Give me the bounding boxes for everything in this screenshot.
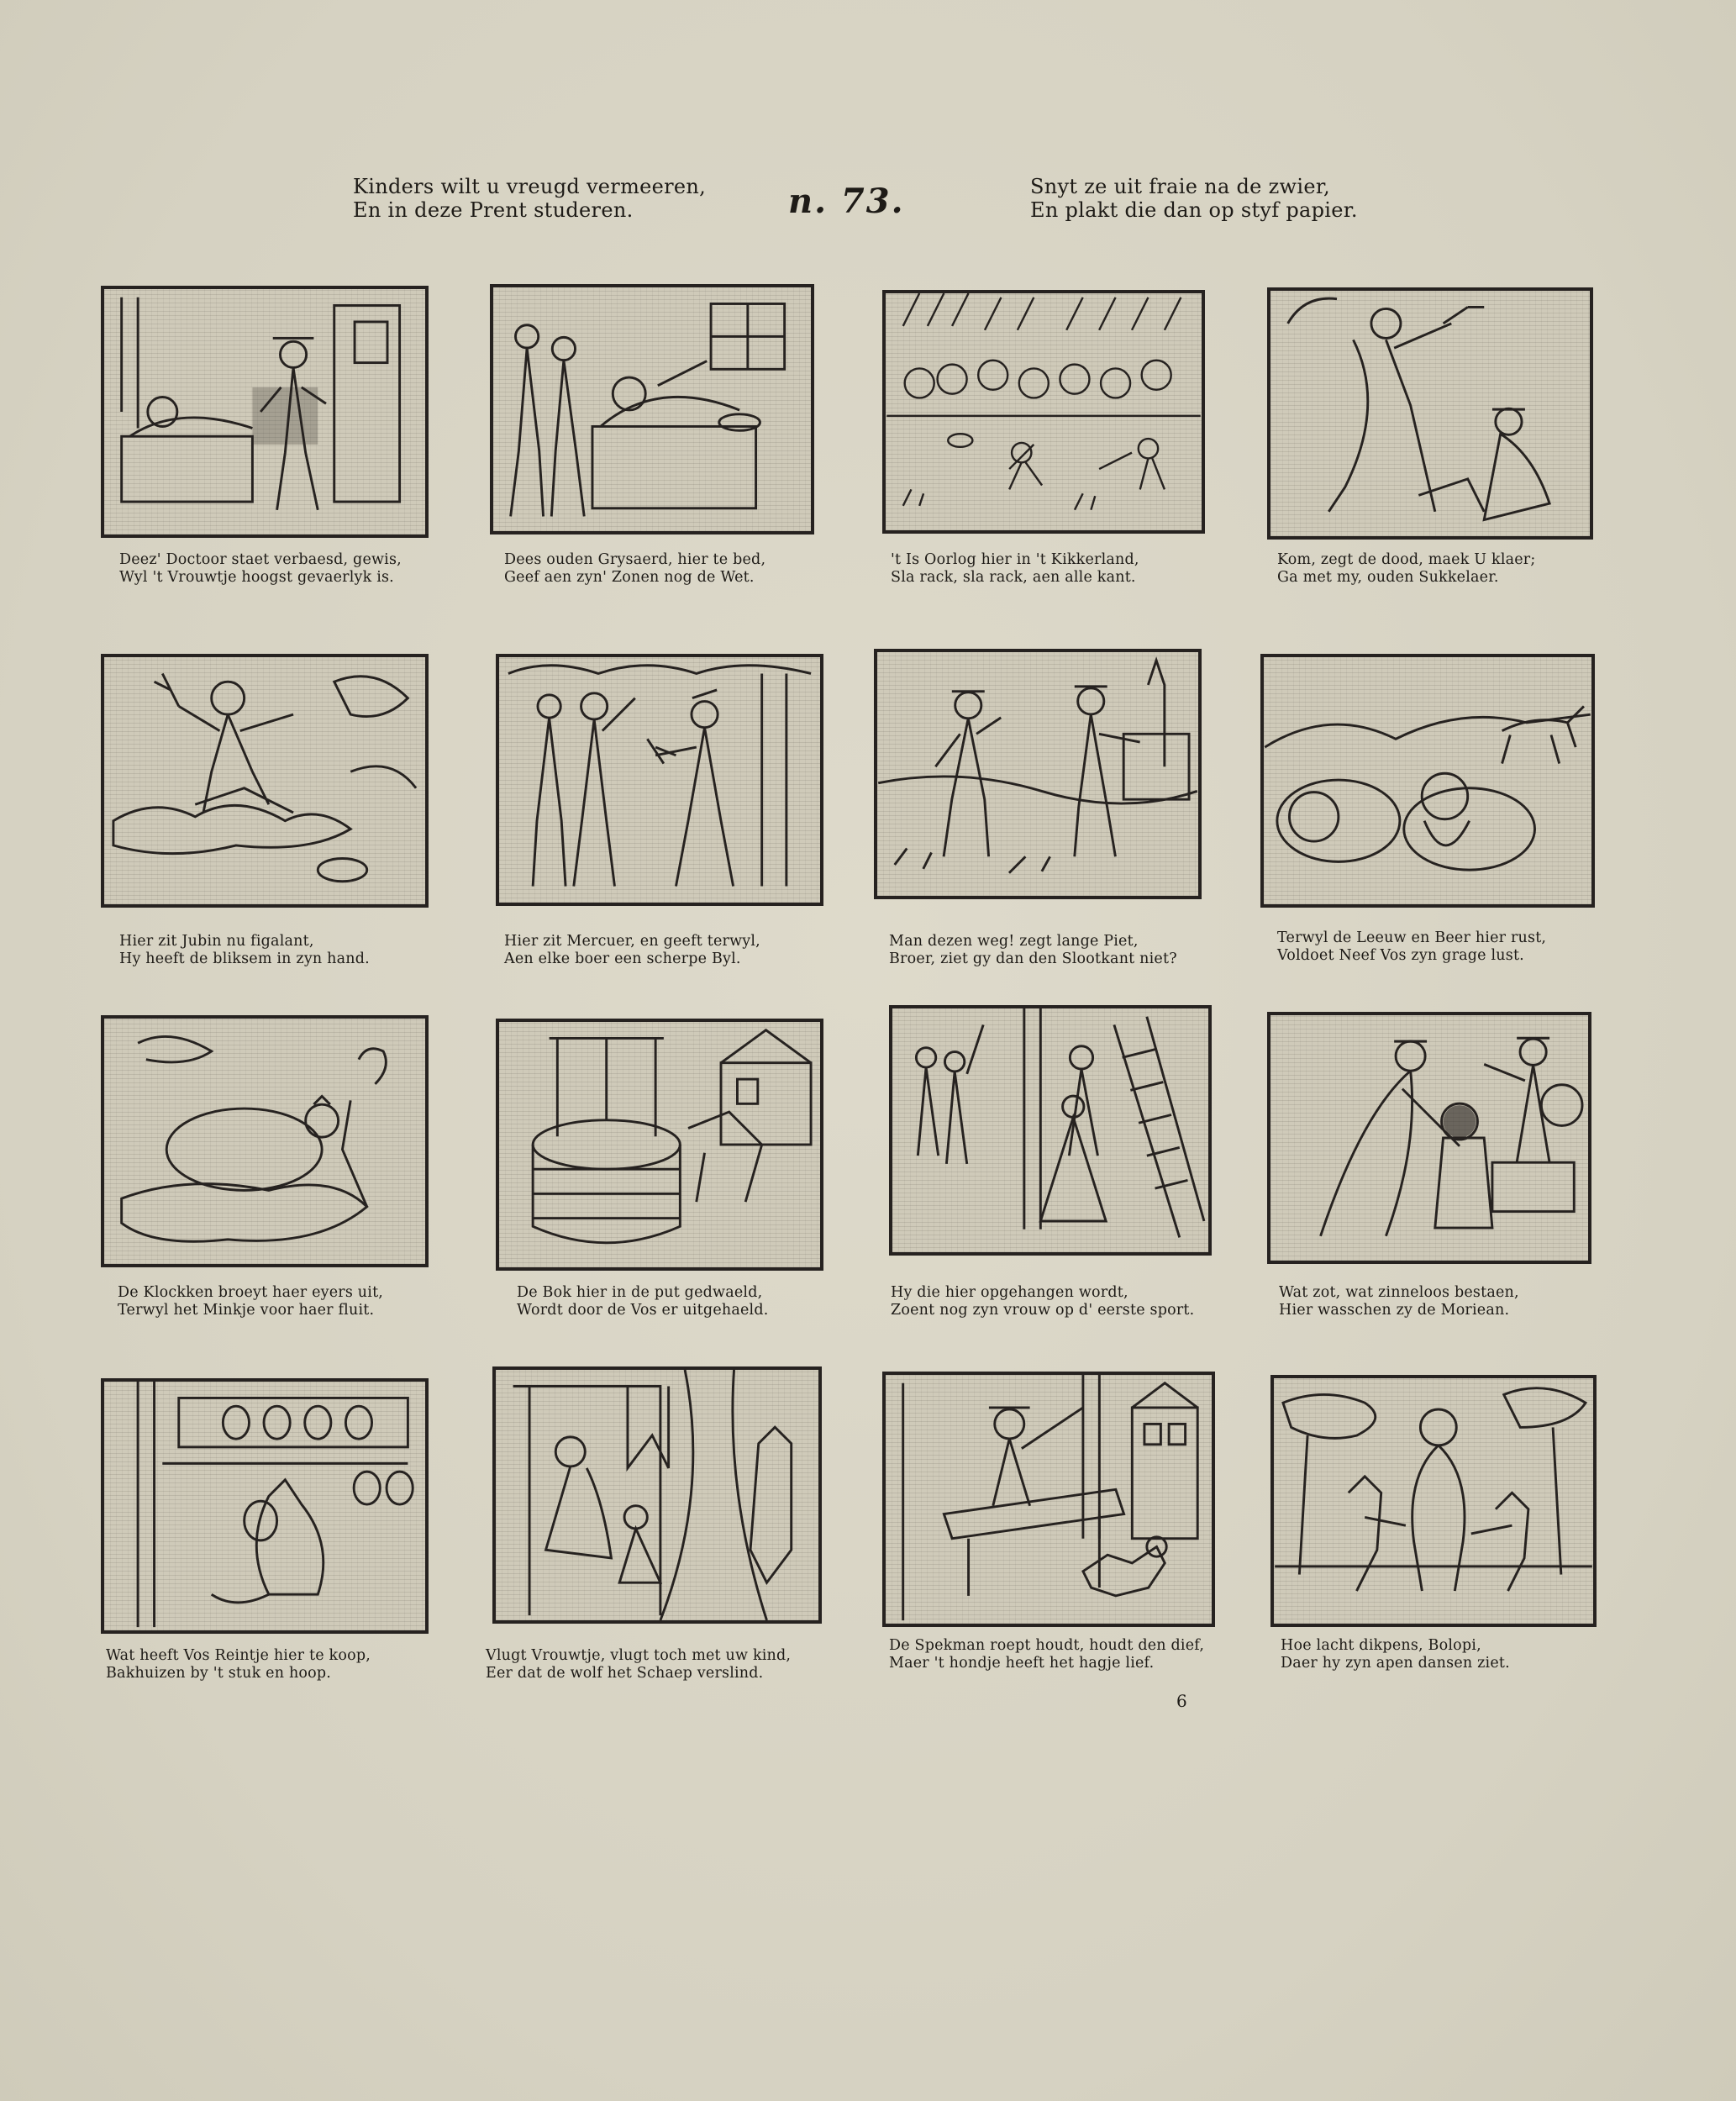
caption-wolf-woman [486,1647,791,1682]
caption-dancing-monkeys-line-1: Hoe lacht dikpens, Bolopi, [1281,1637,1481,1654]
woodcut-dancing-monkeys-drawing [1274,1378,1593,1624]
woodcut-death [1267,287,1593,540]
caption-lion-bear-fox-line-2: Voldoet Neef Vos zyn grage lust. [1277,947,1524,964]
woodcut-lion-bear-fox [1260,654,1595,908]
caption-washing-moor-line-2: Hier wasschen zy de Moriean. [1279,1302,1510,1319]
caption-old-man [504,551,765,587]
woodcut-lange-piet-drawing [877,652,1198,896]
caption-mercury [504,933,760,968]
woodcut-bacon-man [882,1372,1215,1627]
woodcut-old-man-in-bed-drawing [493,287,811,531]
woodcut-fox-bakery [101,1378,429,1634]
caption-mercury-line-2: Aen elke boer een scherpe Byl. [504,950,741,967]
caption-bacon-man [889,1637,1204,1672]
header-left-line-1: Kinders wilt u vreugd vermeeren, [353,175,707,198]
woodcut-washing-moor [1267,1012,1591,1264]
caption-death-line-2: Ga met my, ouden Sukkelaer. [1277,569,1499,586]
sheet-number: n. 73. [788,182,905,221]
woodcut-bacon-man-drawing [886,1375,1212,1624]
caption-fox-bakery-line-1: Wat heeft Vos Reintje hier te koop, [106,1647,371,1664]
caption-hen-line-1: De Klockken broeyt haer eyers uit, [118,1284,384,1301]
caption-frog-war [891,551,1139,587]
woodcut-mercury [496,654,823,906]
woodcut-hanging [889,1005,1212,1256]
caption-jupiter-line-1: Hier zit Jubin nu figalant, [119,933,314,950]
woodcut-washing-moor-drawing [1270,1015,1588,1261]
caption-old-man-line-2: Geef aen zyn' Zonen nog de Wet. [504,569,755,586]
woodcut-jupiter [101,654,429,908]
header-left-line-2: En in deze Prent studeren. [353,198,634,222]
woodcut-lion-bear-fox-drawing [1264,657,1591,904]
woodcut-frog-war [882,290,1205,534]
caption-dancing-monkeys-line-2: Daer hy zyn apen dansen ziet. [1281,1655,1510,1672]
caption-wolf-woman-line-1: Vlugt Vrouwtje, vlugt toch met uw kind, [486,1647,792,1664]
caption-dancing-monkeys [1281,1637,1510,1672]
caption-lange-piet-line-1: Man dezen weg! zegt lange Piet, [889,933,1139,950]
caption-fox-bakery [106,1647,371,1682]
caption-death-line-1: Kom, zegt de dood, maek U klaer; [1277,551,1536,568]
caption-goat-well-line-2: Wordt door de Vos er uitgehaeld. [517,1302,769,1319]
woodcut-frog-war-drawing [886,293,1202,530]
caption-death [1277,551,1535,587]
caption-hanging-line-2: Zoent nog zyn vrouw op d' eerste sport. [891,1302,1195,1319]
caption-jupiter [119,933,370,968]
caption-washing-moor [1279,1284,1519,1319]
caption-bacon-man-line-2: Maer 't hondje heeft het hagje lief. [889,1655,1155,1672]
caption-hen [118,1284,383,1319]
woodcut-fox-bakery-drawing [104,1382,425,1630]
page-number: 6 [1176,1691,1187,1711]
header-right-line-2: En plakt die dan op styf papier. [1030,198,1358,222]
caption-lion-bear-fox [1277,929,1546,965]
caption-old-man-line-1: Dees ouden Grysaerd, hier te bed, [504,551,766,568]
woodcut-goat-well-drawing [499,1022,820,1267]
woodcut-dancing-monkeys [1270,1375,1597,1627]
woodcut-doctor [101,286,429,538]
woodcut-doctor-drawing [104,289,425,534]
header-right-verse [1030,175,1358,222]
caption-doctor-line-2: Wyl 't Vrouwtje hoogst gevaerlyk is. [119,569,394,586]
caption-lion-bear-fox-line-1: Terwyl de Leeuw en Beer hier rust, [1277,929,1547,946]
woodcut-wolf-woman-drawing [496,1370,818,1620]
woodcut-hen-drawing [104,1019,425,1264]
woodcut-wolf-woman [492,1366,822,1624]
caption-doctor-line-1: Deez' Doctoor staet verbaesd, gewis, [119,551,402,568]
header-right-line-1: Snyt ze uit fraie na de zwier, [1030,175,1330,198]
woodcut-mercury-drawing [499,657,820,903]
woodcut-goat-well [496,1019,823,1271]
caption-lange-piet [889,933,1177,968]
woodcut-jupiter-drawing [104,657,425,904]
woodcut-hanging-drawing [892,1008,1208,1252]
caption-goat-well [517,1284,769,1319]
caption-doctor [119,551,402,587]
caption-goat-well-line-1: De Bok hier in de put gedwaeld, [517,1284,763,1301]
caption-wolf-woman-line-2: Eer dat de wolf het Schaep verslind. [486,1665,764,1682]
woodcut-hen [101,1015,429,1267]
caption-fox-bakery-line-2: Bakhuizen by 't stuk en hoop. [106,1665,332,1682]
caption-frog-war-line-1: 't Is Oorlog hier in 't Kikkerland, [891,551,1139,568]
caption-washing-moor-line-1: Wat zot, wat zinneloos bestaen, [1279,1284,1519,1301]
woodcut-death-drawing [1270,291,1590,536]
caption-bacon-man-line-1: De Spekman roept houdt, houdt den dief, [889,1637,1205,1654]
caption-lange-piet-line-2: Broer, ziet gy dan den Slootkant niet? [889,950,1177,967]
woodcut-old-man-in-bed [490,284,814,534]
caption-frog-war-line-2: Sla rack, sla rack, aen alle kant. [891,569,1136,586]
caption-hanging-line-1: Hy die hier opgehangen wordt, [891,1284,1128,1301]
caption-jupiter-line-2: Hy heeft de bliksem in zyn hand. [119,950,370,967]
caption-hen-line-2: Terwyl het Minkje voor haer fluit. [118,1302,375,1319]
woodcut-lange-piet [874,649,1202,899]
caption-mercury-line-1: Hier zit Mercuer, en geeft terwyl, [504,933,760,950]
caption-hanging [891,1284,1194,1319]
header-left-verse [353,175,706,222]
